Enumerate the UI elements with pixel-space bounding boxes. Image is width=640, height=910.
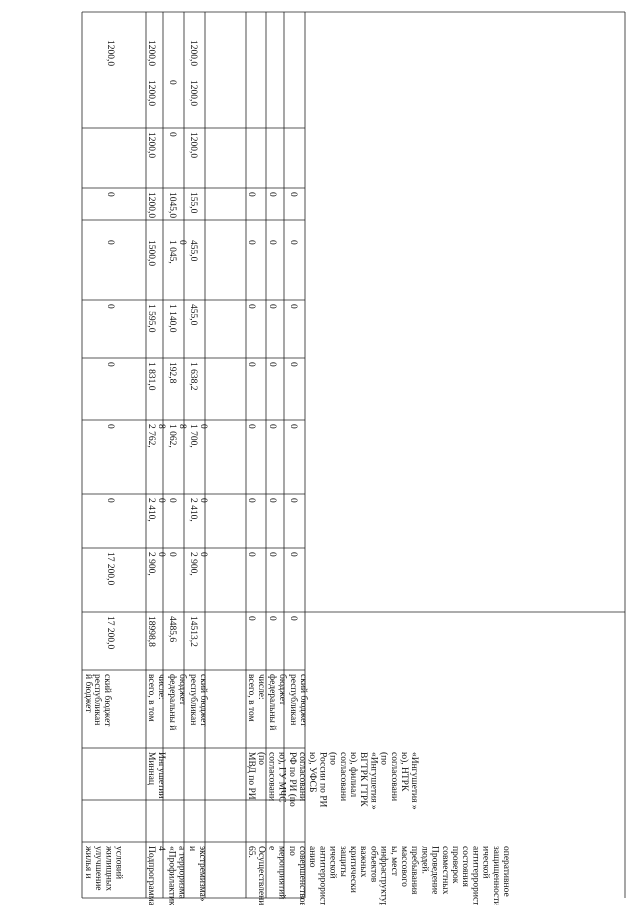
funding-source-cell (188, 674, 209, 727)
table-row (105, 40, 115, 650)
value-cell: 2 762, (146, 424, 156, 448)
value-cell: 0 (246, 616, 256, 621)
cell-text: совершенствов (297, 846, 307, 905)
description-cell (83, 845, 125, 891)
value-cell: 1200,0 (188, 132, 198, 159)
cell-text: важных (358, 846, 369, 878)
value-cell: 0 (267, 424, 277, 429)
cell-text: анию (307, 846, 318, 868)
executor-cell (246, 752, 419, 810)
value-cell: 0 (267, 362, 277, 367)
cell-text: числе: (256, 674, 267, 700)
value-cell: 17 200,0 (105, 616, 115, 650)
cell-text: согласовани (388, 752, 399, 802)
cell-text: Миннац (146, 752, 156, 785)
cell-text: антитеррорист (470, 846, 481, 905)
cell-text: ю), УФСБ (307, 752, 318, 793)
cell-text: состояния (460, 846, 471, 887)
value-cell: 155,0 (188, 192, 198, 214)
value-cell: 0 (246, 498, 256, 503)
value-cell: 1 140,0 (167, 304, 177, 333)
value-cell: 1 831,0 (146, 362, 156, 391)
cell-text: жилья и (83, 846, 93, 879)
value-cell: 0 (198, 498, 209, 503)
cell-text: (по (256, 752, 267, 765)
cell-text: согласовани (337, 752, 348, 802)
cell-text: бюджет (277, 674, 288, 706)
value-cell: 0 (288, 616, 298, 621)
value-cell: 0 (288, 240, 298, 245)
cell-text: «Ингушетия » (409, 752, 420, 810)
value-cell: 0 (267, 616, 277, 621)
value-cell: 17 200,0 (105, 552, 115, 586)
value-cell: 8 (156, 424, 167, 429)
value-cell: 2 900, (146, 552, 156, 576)
value-cell: 0 (105, 424, 115, 429)
cell-text: ский бюджет (102, 674, 113, 727)
cell-text: а терроризма (176, 846, 187, 899)
table-row (246, 192, 256, 621)
cell-text: мероприятий (276, 846, 287, 900)
value-cell: 1500,0 (146, 240, 156, 267)
cell-text: экстремизма» (197, 846, 207, 902)
value-cell: 0 (267, 552, 277, 557)
cell-text: жилищных (103, 846, 114, 892)
cell-text: й бюджет (83, 674, 93, 713)
value-cell: 1 595,0 (146, 304, 156, 333)
value-cell: 0 (288, 498, 298, 503)
value-cell: 0 (246, 552, 256, 557)
cell-text: Подпрограмма (146, 846, 156, 905)
table-row (267, 192, 277, 621)
cell-text: Осуществлени (256, 846, 267, 905)
value-cell: 14513,2 (188, 616, 198, 647)
cell-text: (по (378, 752, 389, 765)
value-cell: 1200,0 (146, 80, 156, 107)
value-cell: 0 (267, 192, 277, 197)
cell-text: инфраструктур (378, 846, 389, 905)
cell-text: бюджет (177, 674, 188, 706)
value-cell: 0 (105, 240, 115, 245)
value-cell: 0 (288, 552, 298, 557)
value-cell: 1200,0 (188, 80, 198, 107)
cell-text: людей. (419, 846, 430, 874)
cell-text: федеральны й (167, 674, 177, 731)
value-cell: 0 (198, 552, 209, 557)
value-cell: 0 (246, 304, 256, 309)
cell-text: и (186, 846, 197, 852)
cell-text: федеральны й (267, 674, 277, 731)
value-cell: 0 (288, 424, 298, 429)
value-cell: 0 (105, 362, 115, 367)
value-cell: 1200,0 (146, 40, 156, 67)
cell-text: Проведение (429, 846, 440, 895)
value-cell: 0 (105, 192, 115, 197)
cell-text: (по (327, 752, 338, 765)
cell-text: МВД по РИ (246, 752, 256, 800)
cell-text: е (266, 846, 277, 851)
value-cell: 4485,6 (167, 616, 177, 643)
value-cell: 0 (105, 498, 115, 503)
cell-text: ский бюджет (198, 674, 209, 727)
value-cell: 2 410, (188, 498, 198, 522)
value-cell: 0 (288, 304, 298, 309)
value-cell: 1 700, (188, 424, 198, 448)
cell-text: республикан (188, 674, 198, 726)
value-cell: 0 (198, 424, 209, 429)
value-cell: 0 (288, 362, 298, 367)
funding-source-cell (267, 674, 288, 730)
cell-text: ский бюджет (298, 674, 309, 727)
cell-text: числе: (156, 674, 167, 700)
cell-text: ю), ГУ МЧС (276, 752, 287, 803)
value-cell: 2 900, (188, 552, 198, 576)
value-cell: 0 (267, 240, 277, 245)
value-cell: 0 (246, 192, 256, 197)
value-cell: 1045,0 (167, 192, 177, 219)
value-cell: 0 (246, 240, 256, 245)
cell-text: ю), филиал (348, 752, 358, 798)
value-cell: 0 (246, 362, 256, 367)
value-cell: 0 (156, 552, 167, 557)
value-cell: 455,0 (188, 240, 198, 262)
executor-cell (146, 752, 166, 798)
value-cell: 0 (167, 132, 177, 137)
cell-text: всего, в том (146, 674, 156, 722)
cell-text: ической (480, 846, 491, 879)
funding-source-cell (167, 674, 188, 730)
cell-text: условий (113, 846, 124, 880)
funding-source-cell (246, 674, 266, 722)
value-cell: 0 (167, 80, 177, 85)
cell-text: Ингушетии (156, 752, 167, 799)
value-cell: 1 638,2 (188, 362, 198, 391)
value-cell: 1200,0 (188, 40, 198, 67)
cell-text: проверок (450, 846, 460, 884)
table-row (288, 192, 298, 621)
cell-text: по (286, 846, 297, 856)
cell-text: республикан (288, 674, 298, 726)
cell-text: РФ по РИ (по (286, 752, 297, 807)
value-cell: 0 (177, 240, 188, 245)
cell-text: пребывания (409, 846, 420, 895)
description-cell (246, 846, 511, 905)
value-cell: 2 410, (146, 498, 156, 522)
cell-text: 65. (246, 846, 256, 858)
cell-text: оперативное (501, 846, 511, 897)
value-cell: 1 045, (167, 240, 177, 264)
funding-source-cell (288, 674, 309, 727)
cell-text: совместных (439, 846, 450, 895)
cell-text: ической (327, 846, 338, 879)
value-cell: 0 (156, 498, 167, 503)
value-cell: 0 (288, 192, 298, 197)
value-cell: 1200,0 (146, 132, 156, 159)
value-cell: 0 (105, 304, 115, 309)
value-cell: 0 (267, 498, 277, 503)
value-cell: 1200,0 (105, 40, 115, 67)
value-cell: 1200,0 (146, 192, 156, 219)
value-cell: 455,0 (188, 304, 198, 326)
cell-text: ю), НТРК (399, 752, 409, 792)
value-cell: 1 062, (167, 424, 177, 448)
cell-text: объектов (368, 846, 379, 883)
cell-text: защищенности, (490, 846, 501, 905)
cell-text: улучшение (93, 846, 104, 891)
value-cell: 18998,8 (146, 616, 156, 647)
cell-text: 4 (156, 846, 167, 851)
cell-text: ВГТРК ГТРК (358, 752, 369, 807)
funding-source-cell (92, 674, 113, 727)
value-cell: 192,8 (167, 362, 177, 384)
cell-text: «Профилактик (166, 846, 177, 905)
description-cell (146, 846, 207, 905)
cell-text: «Ингушетия » (368, 752, 379, 810)
value-cell: 0 (167, 552, 177, 557)
value-cell: 8 (177, 424, 188, 429)
value-cell: 0 (267, 304, 277, 309)
cell-text: согласовани (266, 752, 277, 802)
value-cell: 0 (167, 498, 177, 503)
value-cell: 0 (246, 424, 256, 429)
cell-text: критически (348, 846, 358, 893)
cell-text: республикан (92, 674, 102, 726)
cell-text: массового (399, 846, 409, 887)
cell-text: России по РИ (317, 752, 328, 808)
cell-text: защиты (337, 846, 348, 877)
cell-text: ы, мест (388, 846, 399, 876)
cell-text: антитеррорист (317, 846, 328, 905)
cell-text: согласовани (297, 752, 307, 802)
cell-text: всего, в том (246, 674, 256, 722)
